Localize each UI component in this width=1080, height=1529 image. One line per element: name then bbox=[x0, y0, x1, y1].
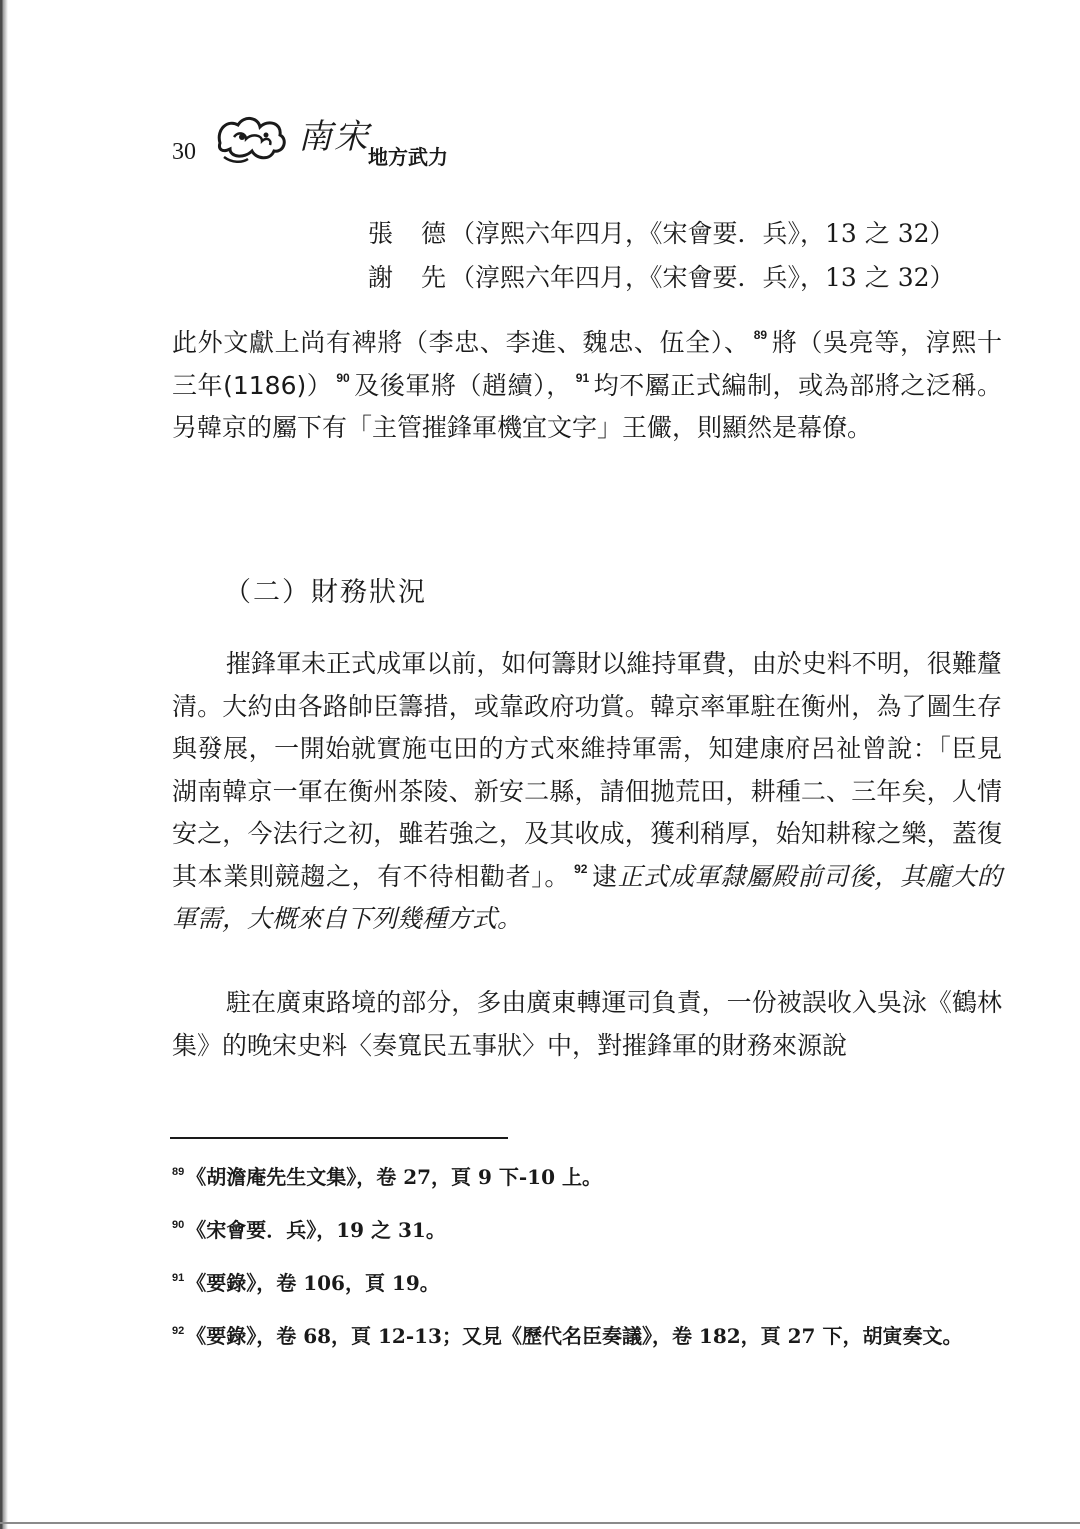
footnote-item bbox=[172, 1205, 1002, 1258]
footnotes bbox=[172, 1152, 1002, 1364]
page-number: 30 bbox=[172, 139, 196, 165]
scan-edge-shadow bbox=[0, 0, 8, 1529]
roster-name: 謝先 bbox=[368, 263, 475, 292]
running-header bbox=[172, 105, 592, 175]
dragon-logo-icon bbox=[212, 109, 292, 167]
footnote-item bbox=[172, 1152, 1002, 1205]
footnote-text: 《胡澹庵先生文集》，卷 27，頁 9 下-10 上。 bbox=[186, 1165, 602, 1189]
roster-row bbox=[368, 258, 1008, 302]
roster-name: 張德 bbox=[368, 219, 475, 248]
footnote-number: 90 bbox=[172, 1219, 185, 1231]
footnote-number: 92 bbox=[172, 1325, 185, 1337]
paragraph-finance-origins: 摧鋒軍未正式成軍以前，如何籌財以維持軍費，由於史料不明，很難釐清。大約由各路帥臣籌措，或靠政府功賞。韓京率軍駐在衡州，為了圖生存與發展，一開始就實施屯田的方式來維持軍需，知建康府呂祉曾說：「臣見湖南韓京一軍在衡州茶陵、新安二縣，請佃拋荒田，耕種二、三年矣，人情安之，今法行之初，雖若強之，及其收成，獲利稍厚，始知耕稼之樂，蓋復其本業則競趨之，有不待相勸者」。 $^{92}$ 逮正式成軍隸屬殿前司後，其龐大的軍需，大概來自下列幾種方式。 bbox=[172, 649, 1002, 933]
book-title-subtitle: 地方武力 bbox=[368, 145, 448, 169]
emphasized-text: 正式成軍隸屬殿前司後，其龐大的軍需，大概來自下列幾種方式。 bbox=[172, 861, 1002, 933]
officer-roster bbox=[368, 214, 1008, 302]
footnote-ref-89[interactable]: 89 bbox=[753, 328, 768, 342]
footnote-item bbox=[172, 1311, 1002, 1364]
paragraph-guangdong: 駐在廣東路境的部分，多由廣東轉運司負責，一份被誤收入吳泳《鶴林集》的晚宋史料〈奏寬民五事狀〉中，對摧鋒軍的財務來源說 bbox=[172, 988, 1002, 1060]
footnote-ref-91[interactable]: 91 bbox=[575, 370, 590, 385]
paragraph-other-officers: 此外文獻上尚有裨將（李忠、李進、魏忠、伍全）、 $^{89}$ 將（吳亮等，淳熙十三年(1186)） $^{90}$ 及後軍將（趙續）， $^{91}$ 均不屬正式編制，或為部將之泛稱。另韓京的屬下有「主管摧鋒軍機宜文字」王儼，則顯然是幕僚。 bbox=[172, 328, 1002, 442]
roster-detail: （淳熙六年四月，《宋會要．兵》，13 之 32） bbox=[450, 263, 955, 292]
footnote-number: 91 bbox=[172, 1272, 185, 1284]
scan-bottom-line bbox=[0, 1522, 1080, 1524]
footnote-text: 《要錄》，卷 106，頁 19。 bbox=[186, 1271, 440, 1295]
footnote-text: 《宋會要．兵》，19 之 31。 bbox=[186, 1218, 446, 1242]
footnote-item bbox=[172, 1258, 1002, 1311]
footnote-divider bbox=[170, 1137, 508, 1139]
footnote-ref-92[interactable]: 92 bbox=[574, 861, 588, 876]
roster-detail: （淳熙六年四月，《宋會要．兵》，13 之 32） bbox=[450, 219, 955, 248]
section-heading: （二）財務狀況 bbox=[224, 577, 427, 608]
book-title-calligraphy: 南宋 bbox=[298, 117, 370, 157]
footnote-ref-90[interactable]: 90 bbox=[336, 370, 350, 385]
footnote-text: 《要錄》，卷 68，頁 12-13；又見《歷代名臣奏議》，卷 182，頁 27 下，胡寅奏文。 bbox=[186, 1324, 963, 1348]
footnote-number: 89 bbox=[172, 1166, 185, 1178]
roster-row bbox=[368, 214, 1008, 258]
